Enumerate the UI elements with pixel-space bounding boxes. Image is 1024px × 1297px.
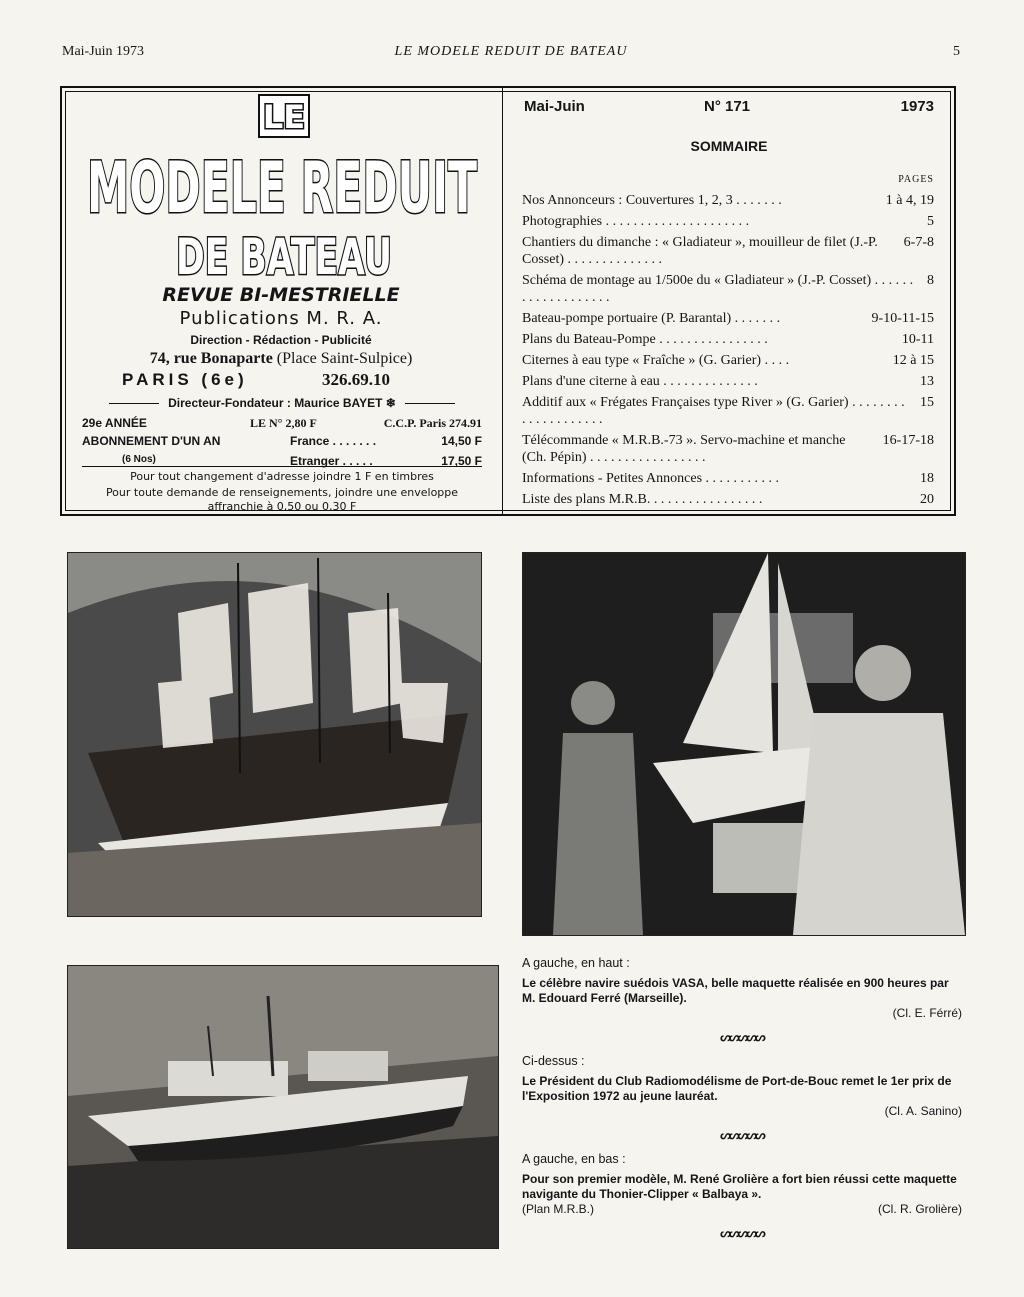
issue-price: LE N° 2,80 F bbox=[250, 416, 317, 430]
toc-pages: 8 bbox=[927, 273, 934, 288]
toc-title: Nos Annonceurs : Couvertures 1, 2, 3 . . . . . . . bbox=[522, 193, 782, 208]
toc-title: Liste des plans M.R.B. . . . . . . . . . . . . . . . . bbox=[522, 492, 763, 507]
toc-pages: 1 à 4, 19 bbox=[885, 193, 934, 208]
subscription-abroad bbox=[82, 454, 482, 470]
footnote-divider bbox=[82, 466, 482, 467]
caption-credit-line bbox=[522, 1006, 962, 1020]
toc-title: Additif aux « Frégates Françaises type River » (G. Garier) . . . . . . . . . . . . . . . . . . . . bbox=[522, 395, 905, 427]
caption-body-wrap bbox=[522, 1172, 962, 1202]
prize-ceremony-image bbox=[523, 553, 965, 935]
address-place: (Place Saint-Sulpice) bbox=[276, 350, 413, 367]
caption-credit: (Cl. E. Férré) bbox=[892, 1006, 962, 1020]
toc-row bbox=[522, 272, 934, 306]
caption-intro: Ci-dessus : bbox=[522, 1054, 585, 1068]
toc-title: Télécommande « M.R.B.-73 ». Servo-machine et manche (Ch. Pépin) . . . . . . . . . . . . . . . . . bbox=[522, 433, 846, 465]
toc-pages: 13 bbox=[920, 374, 934, 389]
toc-row bbox=[522, 234, 934, 268]
toc-title: Photographies . . . . . . . . . . . . . . . . . . . . . bbox=[522, 214, 750, 229]
toc-row bbox=[522, 310, 934, 327]
table-of-contents bbox=[522, 192, 934, 512]
issue-period: Mai-Juin bbox=[524, 98, 585, 115]
toc-pages: 5 bbox=[927, 214, 934, 229]
toc-title: Plans d'une citerne à eau . . . . . . . . . . . . . . bbox=[522, 374, 758, 389]
caption-block bbox=[522, 1054, 962, 1118]
direction-line: Direction - Rédaction - Publicité bbox=[190, 333, 372, 347]
note-info: Pour toute demande de renseignements, joindre une enveloppe bbox=[105, 486, 459, 499]
logo-main-text: MODELE REDUIT bbox=[87, 147, 478, 220]
toc-row bbox=[522, 331, 934, 348]
caption-text: Le Président du Club Radiomodélisme de Port-de-Bouc remet le 1er prix de l'Exposition 1972 au jeune lauréat. bbox=[522, 1074, 952, 1103]
toc-row bbox=[522, 470, 934, 487]
wave-ornament-icon: ᔕᔕᔕᔕᔕ bbox=[720, 1226, 764, 1240]
director-line: Directeur-Fondateur : Maurice BAYET ❄ bbox=[82, 396, 482, 410]
vasa-ship-image bbox=[68, 553, 481, 916]
subscription-france bbox=[82, 434, 482, 450]
director-label: Directeur-Fondateur bbox=[168, 396, 284, 410]
year-label: 29e ANNÉE bbox=[82, 416, 147, 430]
note-address-change: Pour tout changement d'adresse joindre 1 F en timbres bbox=[130, 470, 434, 483]
toc-pages: 9-10-11-15 bbox=[871, 311, 934, 326]
photo-vasa bbox=[67, 552, 482, 917]
toc-row bbox=[522, 491, 934, 508]
toc-pages: 18 bbox=[920, 471, 934, 486]
caption-credit-line bbox=[522, 1104, 962, 1118]
director-name: Maurice BAYET bbox=[294, 396, 383, 410]
etranger-price: 17,50 F bbox=[441, 454, 482, 468]
toc-pages: 10-11 bbox=[901, 332, 934, 347]
logo-main bbox=[84, 140, 480, 220]
caption-credit-line bbox=[522, 1202, 962, 1216]
caption-intro: A gauche, en bas : bbox=[522, 1152, 626, 1166]
column-divider bbox=[502, 88, 503, 514]
wave-ornament-icon: ᔕᔕᔕᔕᔕ bbox=[720, 1030, 764, 1044]
city: PARIS (6e) bbox=[122, 370, 248, 389]
toc-title: Informations - Petites Annonces . . . . . . . . . . . bbox=[522, 471, 780, 486]
masthead-left bbox=[62, 88, 500, 514]
toc-row bbox=[522, 192, 934, 209]
page-number: 5 bbox=[953, 44, 960, 59]
masthead-right bbox=[504, 88, 954, 514]
subscription-label: ABONNEMENT D'UN AN bbox=[82, 434, 221, 448]
toc-title: Chantiers du dimanche : « Gladiateur », mouilleur de filet (J.-P. Cosset) . . . . . . . . . . . . . . bbox=[522, 235, 878, 267]
address bbox=[62, 350, 500, 368]
running-header bbox=[62, 44, 960, 64]
toc-pages: 12 à 15 bbox=[892, 353, 934, 368]
caption-credit: (Cl. R. Grolière) bbox=[877, 1202, 962, 1216]
issue-number: N° 171 bbox=[704, 98, 751, 115]
note-postage: affranchie à 0,50 ou 0,30 F bbox=[207, 500, 357, 513]
caption-intro: A gauche, en haut : bbox=[522, 956, 630, 970]
caption-plan: (Plan M.R.B.) bbox=[522, 1202, 595, 1216]
logo-sub-text: DE BATEAU bbox=[176, 228, 392, 282]
toc-pages: 16-17-18 bbox=[882, 433, 934, 448]
caption-text: Pour son premier modèle, M. René Grolière a fort bien réussi cette maquette navigante du Thonier-Clipper « Balbaya ». bbox=[522, 1172, 957, 1201]
subscription-note: (6 Nos) bbox=[122, 454, 156, 465]
address-street: 74, rue Bonaparte bbox=[149, 350, 273, 367]
toc-row bbox=[522, 432, 934, 466]
logo-sub bbox=[174, 222, 394, 282]
caption-body-wrap bbox=[522, 976, 962, 1006]
year-line bbox=[82, 416, 482, 432]
toc-title: Citernes à eau type « Fraîche » (G. Garier) . . . . bbox=[522, 353, 790, 368]
toc-title: Schéma de montage au 1/500e du « Gladiateur » (J.-P. Cosset) . . . . . . . . . . . . . . . . . . . bbox=[522, 273, 914, 305]
toc-pages: 20 bbox=[920, 492, 934, 507]
toc-row bbox=[522, 213, 934, 230]
issue-year: 1973 bbox=[900, 98, 934, 115]
caption-block bbox=[522, 956, 962, 1020]
phone-number: 326.69.10 bbox=[322, 370, 390, 389]
toc-pages: 15 bbox=[920, 395, 934, 410]
logo-le-text: LE bbox=[262, 98, 306, 136]
masthead-box bbox=[60, 86, 956, 516]
caption-body-wrap bbox=[522, 1074, 962, 1104]
ccp-number: C.C.P. Paris 274.91 bbox=[383, 416, 482, 430]
wave-ornament-icon: ᔕᔕᔕᔕᔕ bbox=[720, 1128, 764, 1142]
sommaire-title: SOMMAIRE bbox=[690, 138, 768, 154]
france-price: 14,50 F bbox=[441, 434, 482, 448]
header-date: Mai-Juin 1973 bbox=[62, 44, 145, 59]
publisher: Publications M. R. A. bbox=[179, 308, 383, 329]
logo-le bbox=[258, 94, 310, 138]
etranger-label: Etranger . . . . . bbox=[290, 454, 373, 468]
issue-line bbox=[524, 98, 934, 118]
photo-captions bbox=[522, 956, 962, 1250]
rule-left bbox=[109, 403, 159, 404]
toc-title: Bateau-pompe portuaire (P. Barantal) . . . . . . . bbox=[522, 311, 781, 326]
photo-balbaya bbox=[67, 965, 499, 1249]
caption-credit: (Cl. A. Sanino) bbox=[884, 1104, 962, 1118]
caption-text: Le célèbre navire suédois VASA, belle maquette réalisée en 900 heures par M. Edouard Ferré (Marseille). bbox=[522, 976, 949, 1005]
balbaya-ship-image bbox=[68, 966, 498, 1248]
france-label: France . . . . . . . bbox=[290, 434, 377, 448]
header-title: LE MODELE REDUIT DE BATEAU bbox=[394, 44, 628, 59]
revue-label: REVUE BI-MESTRIELLE bbox=[162, 284, 400, 306]
photo-president bbox=[522, 552, 966, 936]
caption-block bbox=[522, 1152, 962, 1216]
toc-title: Plans du Bateau-Pompe . . . . . . . . . . . . . . . . bbox=[522, 332, 768, 347]
toc-pages: 6-7-8 bbox=[903, 235, 934, 250]
snowflake-icon: ❄ bbox=[385, 396, 400, 410]
pages-label: PAGES bbox=[898, 174, 934, 185]
toc-row bbox=[522, 352, 934, 369]
rule-right bbox=[405, 403, 455, 404]
toc-row bbox=[522, 394, 934, 428]
toc-row bbox=[522, 373, 934, 390]
